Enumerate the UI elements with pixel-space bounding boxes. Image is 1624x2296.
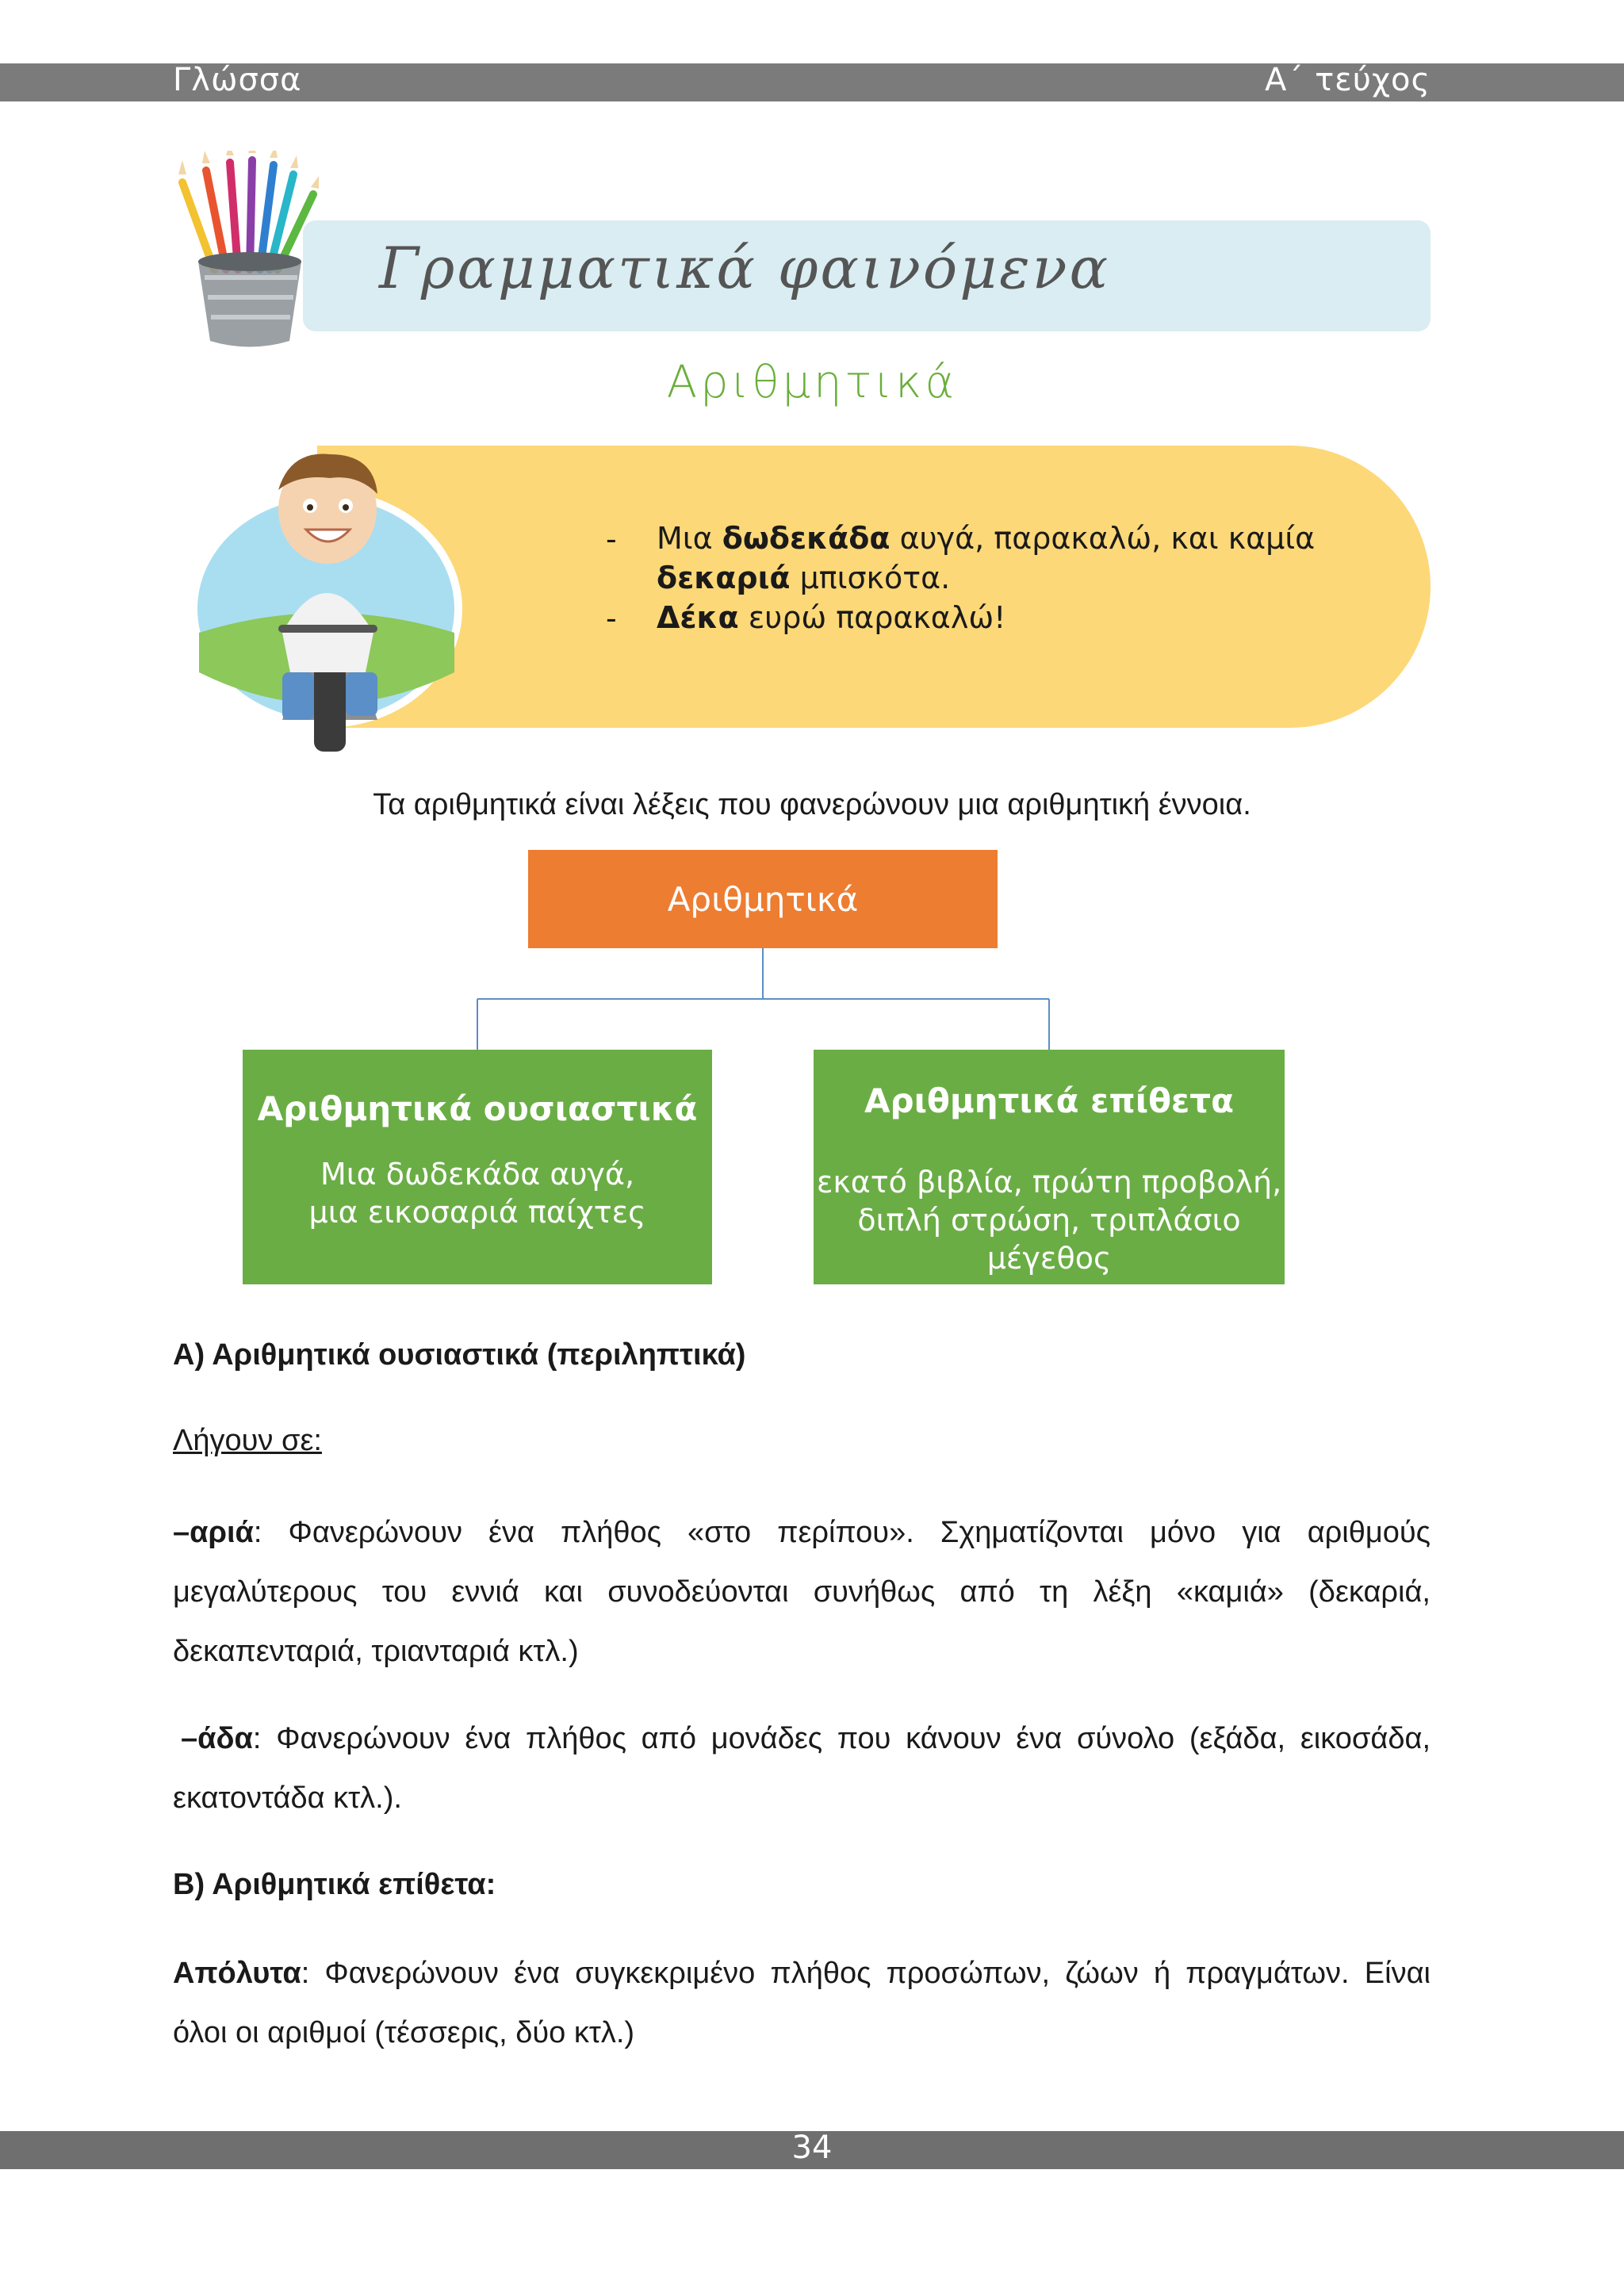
paragraph-apoluta — [173, 1944, 1431, 2063]
section-b-heading: Β) Αριθμητικά επίθετα: — [173, 1868, 496, 1901]
dash-marker: - — [606, 522, 617, 557]
paragraph-aria — [173, 1503, 1431, 1682]
speech-bold-word: δεκαριά — [657, 561, 791, 595]
paragraph-text: : Φανερώνουν ένα συγκεκριμένο πλήθος προσώπων, ζώων ή πραγμάτων. Είναι όλοι οι αριθμοί (τέσσερις, δύο κτλ.) — [173, 1957, 1431, 2049]
header-volume: Α΄ τεύχος — [1265, 62, 1431, 98]
paragraph-text: : Φανερώνουν ένα πλήθος από μονάδες που κάνουν ένα σύνολο (εξάδα, εικοσάδα, εκατοντάδα κτλ.). — [173, 1722, 1431, 1815]
speech-line-3 — [657, 598, 1005, 637]
section-a-heading: Α) Αριθμητικά ουσιαστικά (περιληπτικά) — [173, 1338, 746, 1372]
dash-marker: - — [606, 601, 617, 636]
diagram-example: εκατό βιβλία, πρώτη προβολή, — [816, 1165, 1282, 1200]
page-number: 34 — [791, 2130, 833, 2166]
speech-line-2 — [657, 558, 950, 598]
paragraph-ada — [173, 1709, 1431, 1828]
diagram-box-nouns — [243, 1050, 712, 1284]
term-apoluta: Απόλυτα — [173, 1957, 301, 1990]
speech-text: ευρώ παρακαλώ! — [738, 600, 1006, 635]
speech-line-1 — [657, 519, 1315, 558]
speech-text: Μια — [657, 521, 722, 556]
paragraph-text: : Φανερώνουν ένα πλήθος «στο περίπου». Σχηματίζονται μόνο για αριθμούς μεγαλύτερους του εννιά και συνοδεύονται συνήθως από τη λέξη «καμιά» (δεκαριά, δεκαπενταριά, τριανταριά κτλ.) — [173, 1516, 1431, 1668]
diagram-root-box: Αριθμητικά — [528, 850, 998, 948]
diagram-example: διπλή στρώση, τριπλάσιο μέγεθος — [857, 1203, 1241, 1276]
speech-bold-word: Δέκα — [657, 600, 739, 635]
definition-text: Τα αριθμητικά είναι λέξεις που φανερώνουν μια αριθμητική έννοια. — [373, 788, 1251, 821]
page-title: Γραμματικά φαινόμενα — [379, 235, 1111, 301]
diagram-box-title: Αριθμητικά επίθετα — [864, 1081, 1234, 1120]
diagram-box-title: Αριθμητικά ουσιαστικά — [257, 1089, 698, 1128]
section-subtitle: Αριθμητικά — [666, 357, 958, 408]
speech-text: μπισκότα. — [790, 561, 951, 595]
diagram-example: Μια δωδεκάδα αυγά, — [320, 1157, 635, 1192]
diagram-example: μια εικοσαριά παίχτες — [308, 1195, 646, 1230]
speech-text: αυγά, παρακαλώ, και καμία — [890, 521, 1316, 556]
diagram-box-adjectives — [814, 1050, 1285, 1284]
term-ada: –άδα — [181, 1722, 253, 1755]
boy-on-bicycle-illustration — [187, 434, 473, 775]
speech-bold-word: δωδεκάδα — [722, 521, 891, 556]
header-subject: Γλώσσα — [173, 62, 302, 98]
pencil-cup-icon — [167, 151, 333, 349]
term-aria: –αριά — [173, 1516, 254, 1549]
endings-label: Λήγουν σε: — [173, 1424, 322, 1457]
